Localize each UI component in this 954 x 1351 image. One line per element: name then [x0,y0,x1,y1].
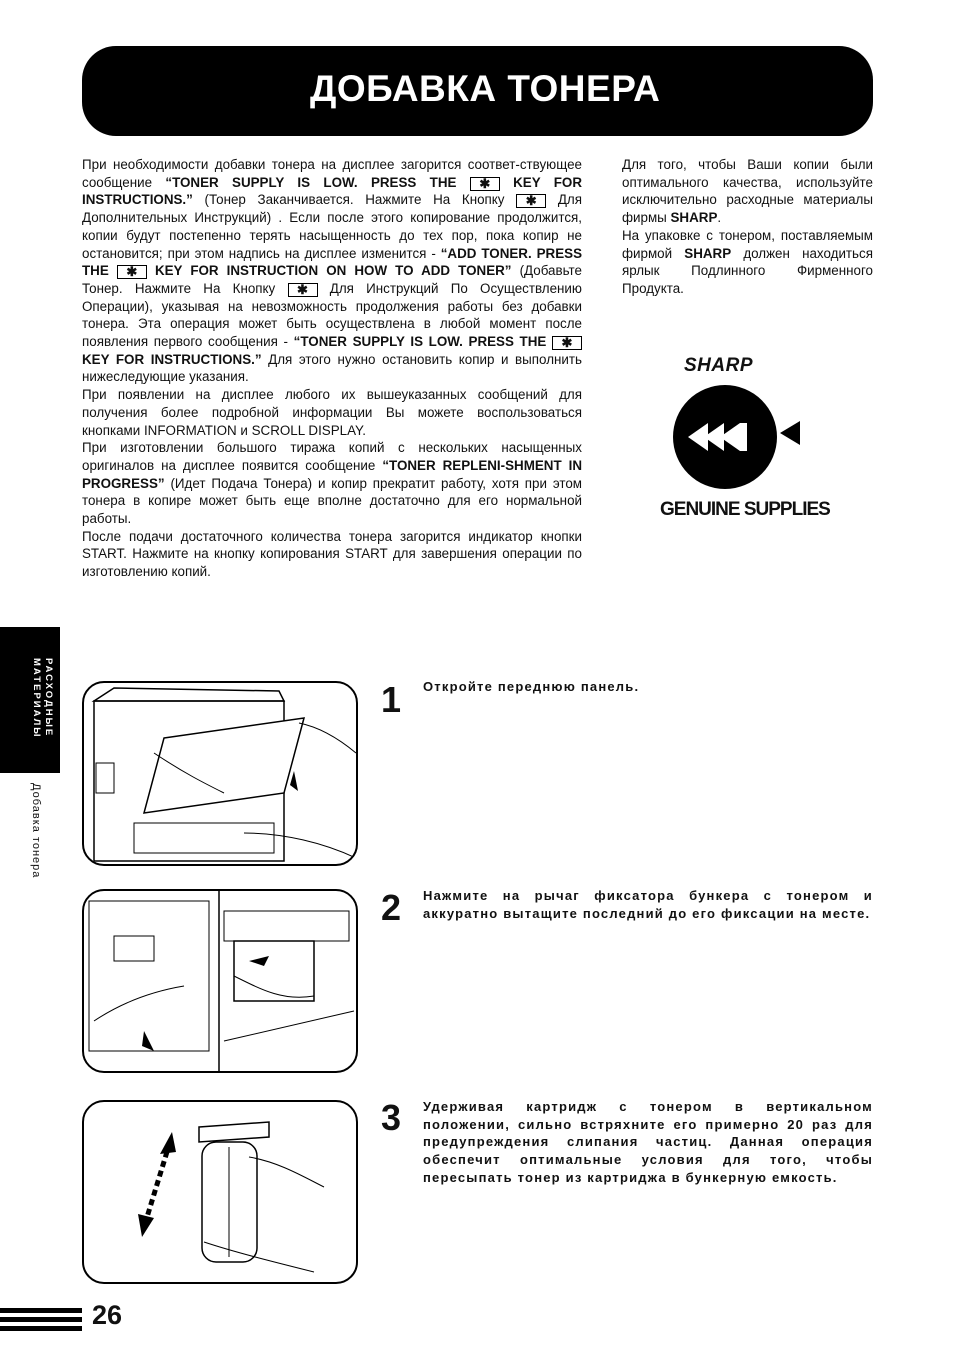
step-2-number: 2 [381,887,402,928]
shake-cartridge-illustration [84,1102,356,1282]
p1-e: Для Дополнительных Инструкций) . Если после этого копирование продолжится, копии будут постепенно терять насыщенность до тех пор, пока копир не остановится; при этом надпись на дисплее изменится - [82,192,582,261]
step-3-text: Удерживая картридж с тонером в вертикальном положении, сильно встряхните его примерно 20 раз для предупреждения слипания частиц. Данная операция обеспечит оптимальные условия для того, чтобы пересыпать тонер из картриджа в бункерную емкость. [423,1099,873,1185]
step-2-illustration [82,889,358,1073]
genuine-logo [660,355,830,525]
title-banner [82,46,873,136]
p3-b: “TONER REPLENI-SHMENT IN PROGRESS” [82,457,583,491]
r2-c: должен находиться ярлык Подлинного Фирменного Продукта. [622,245,873,296]
step-1-text: Откройте переднюю панель. [423,679,640,694]
key-icon: ✱ [470,177,500,191]
page-number: 26 [92,1300,123,1330]
right-paragraph-2 [622,227,873,298]
p1-b: “TONER SUPPLY IS LOW. PRESS THE [165,174,457,190]
key-icon: ✱ [288,283,318,297]
page-number-rule [0,1308,82,1335]
section-caption: Добавка тонера [30,783,42,879]
key-icon: ✱ [117,265,147,279]
p1-l: Для этого нужно остановить копир и выполнить нижеследующие указания. [82,351,582,385]
p1-c: KEY FOR INSTRUCTIONS.” [82,174,582,208]
main-text [82,156,582,581]
r1-b: SHARP [670,210,718,226]
step-3-number: 3 [381,1097,402,1138]
section-tab-label: РАСХОДНЫЕ МАТЕРИАЛЫ [31,658,54,739]
r1-c: . [717,210,722,226]
p1-f: “ADD TONER. PRESS THE [82,245,582,279]
r2-a: На упаковке с тонером, поставляемым фирмой [622,227,873,261]
p1-h: (Добавьте Тонер. Нажмите На Кнопку [82,263,582,296]
p1-g: KEY FOR INSTRUCTION ON HOW TO ADD TONER” [154,263,512,279]
step-1-number: 1 [381,679,402,720]
step-1-illustration [82,681,358,866]
p1-a: При необходимости добавки тонера на дисплее загорится соответ-ствующее сообщение [82,157,582,190]
right-paragraph-1 [622,156,873,227]
paragraph-2: При появлении на дисплее любого их вышеуказанных сообщений для получения более подробной информации Вы можете воспользоваться кнопками INFORMATION и SCROLL DISPLAY. [82,387,582,438]
paragraph-4: После подачи достаточного количества тонера загорится индикатор кнопки START. Нажмите на кнопку копирования START для завершения операции по изготовлению копий. [82,528,582,580]
p3-c: (Идет Подача Тонера) и копир прекратит работу, хотя при этом тонера в копире может быть еще вполне достаточно для его нормальной работы. [82,475,582,527]
p3-a: При изготовлении большого тиража копий с нескольких насыщенных оригиналов на дисплее появится сообщение [82,440,582,473]
step-2-text: Нажмите на рычаг фиксатора бункера с тонером и аккуратно вытащите последний до его фиксации на месте. [423,888,873,921]
open-front-panel-illustration [84,683,356,864]
p1-k: KEY FOR INSTRUCTIONS.” [82,351,262,367]
step-3-illustration [82,1100,358,1284]
key-icon: ✱ [552,336,582,350]
genuine-caption: GENUINE SUPPLIES [660,499,830,520]
toner-hopper-illustration [84,891,356,1071]
paragraph-1 [82,156,582,386]
rewind-logo-icon [660,385,820,495]
key-icon: ✱ [516,194,546,208]
paragraph-3 [82,439,582,528]
right-text [622,156,873,298]
r1-a: Для того, чтобы Ваши копии были оптимального качества, используйте исключительно расходные материалы фирмы [622,157,873,226]
r2-b: SHARP [684,245,732,261]
sharp-brand: SHARP [684,355,754,376]
p1-j: “TONER SUPPLY IS LOW. PRESS THE [293,334,547,350]
section-tab [0,627,60,773]
p1-i: Для Инструкций По Осуществлению Операции), указывая на невозможность продолжения работы без добавки тонера. Эта операция может быть осуществлена в любой момент после появления первого сообщения - [82,280,582,350]
page-title: ДОБАВКА ТОНЕРА [310,68,661,109]
p1-d: (Тонер Заканчивается. Нажмите На Кнопку [192,192,505,208]
